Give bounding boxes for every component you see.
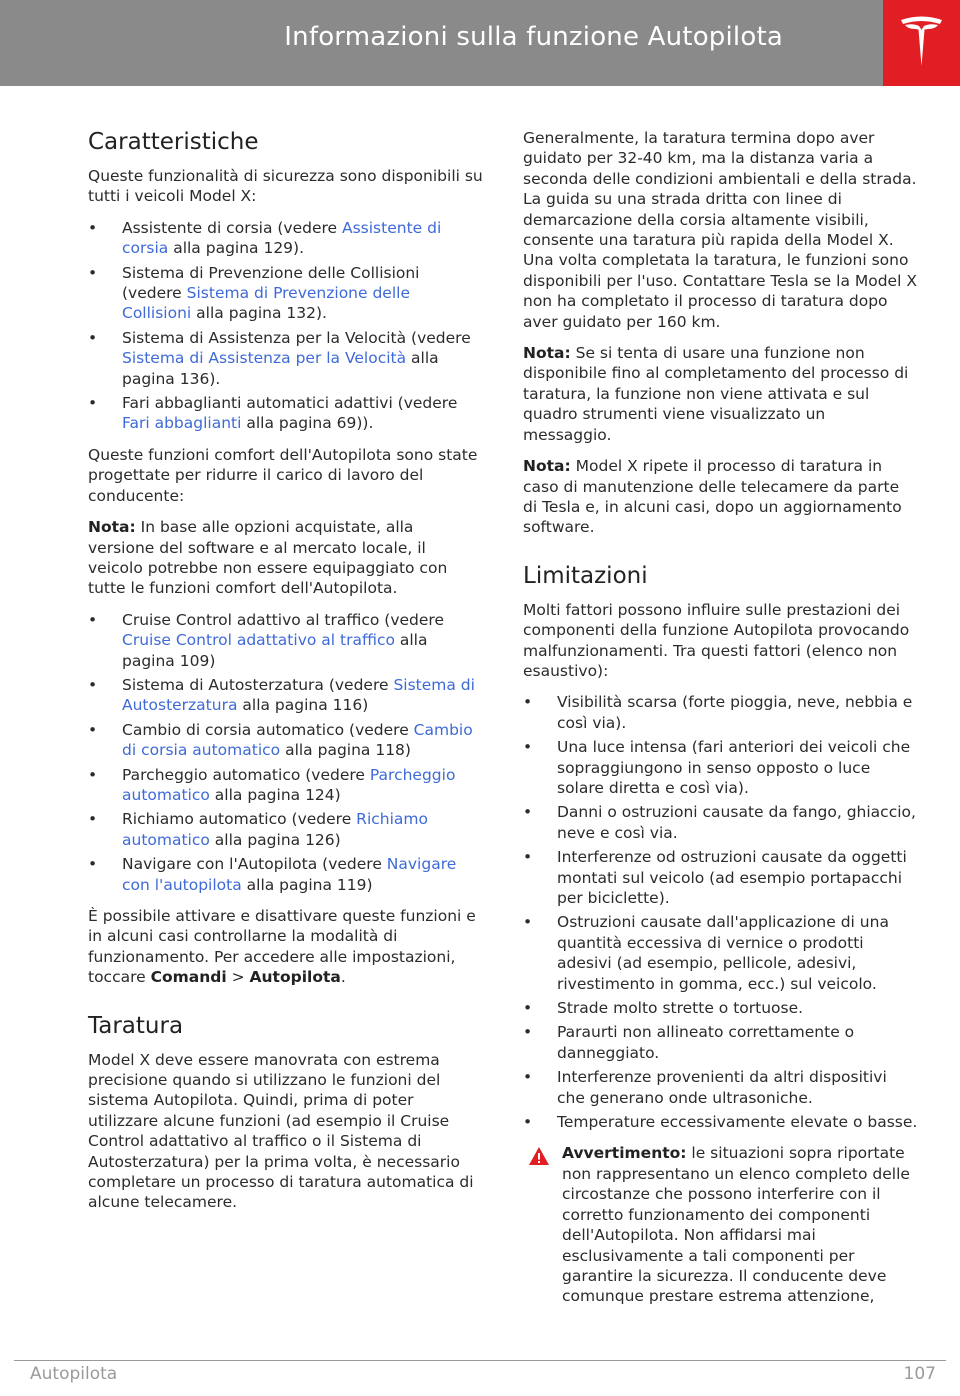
note: Nota: In base alle opzioni acquistate, alla versione del software e al mercato locale, il veicolo potrebbe non essere equipaggiato con tutte le funzioni comfort dell'Autopilota. — [88, 518, 448, 598]
list-item: • Temperature eccessivamente elevate o basse. — [523, 1112, 918, 1132]
list-item: • Ostruzioni causate dall'applicazione di una quantità eccessiva di vernice o prodotti adesivi (ad esempio, pellicole, adesivi, rivestimento in gomma, ecc.) sul veicolo. — [523, 912, 918, 994]
right-column — [523, 128, 918, 1307]
left-column — [88, 128, 483, 1224]
list-item: • Fari abbaglianti automatici adattivi (vedere Fari abbaglianti alla pagina 69)). — [88, 393, 483, 434]
safety-features-list — [88, 218, 483, 434]
warning-label: Avvertimento: — [562, 1144, 687, 1163]
paragraph: Queste funzionalità di sicurezza sono disponibili su tutti i veicoli Model X: — [88, 167, 483, 206]
list-item: • Cambio di corsia automatico (vedere Cambio di corsia automatico alla pagina 118) — [88, 720, 483, 761]
menu-controls: Comandi — [150, 968, 227, 987]
warning-icon — [528, 1146, 550, 1166]
page-header — [0, 0, 883, 86]
heading-limitations: Limitazioni — [523, 562, 648, 589]
heading-calibration: Taratura — [88, 1012, 184, 1039]
limitations-list — [523, 692, 918, 1132]
list-item: • Interferenze provenienti da altri dispositivi che generano onde ultrasoniche. — [523, 1067, 918, 1108]
link-navigate-on-autopilot[interactable]: Navigare con l'autopilota — [122, 855, 457, 894]
link-cruise-control[interactable]: Cruise Control adattativo al traffico — [122, 631, 395, 650]
list-item: • Paraurti non allineato correttamente o danneggiato. — [523, 1022, 918, 1063]
link-speed-assist[interactable]: Sistema di Assistenza per la Velocità — [122, 349, 407, 368]
note-label: Nota: — [523, 457, 571, 476]
list-item: • Sistema di Prevenzione delle Collisioni (vedere Sistema di Prevenzione delle Collisioni alla pagina 132). — [88, 263, 483, 324]
link-summon[interactable]: Richiamo automatico — [122, 810, 428, 849]
list-item: • Navigare con l'Autopilota (vedere Navigare con l'autopilota alla pagina 119) — [88, 854, 483, 895]
link-collision-avoidance[interactable]: Sistema di Prevenzione delle Collisioni — [122, 284, 410, 323]
warning-block: Avvertimento: le situazioni sopra riportate non rappresentano un elenco completo delle circostanze che possono interferire con il corretto funzionamento dei componenti dell'Autopilota. Non affidarsi mai esclusivamente a tali componenti per garantire la sicurezza. Il conducente deve comunque prestare estrema attenzione, — [523, 1143, 918, 1306]
list-item: • Sistema di Assistenza per la Velocità (vedere Sistema di Assistenza per la Velocità alla pagina 136). — [88, 328, 483, 389]
page-number: 107 — [903, 1364, 936, 1384]
list-item: • Parcheggio automatico (vedere Parcheggio automatico alla pagina 124) — [88, 765, 483, 806]
note-label: Nota: — [88, 518, 136, 537]
list-item: • Cruise Control adattivo al traffico (vedere Cruise Control adattativo al traffico alla pagina 109) — [88, 610, 483, 671]
list-item: • Interferenze od ostruzioni causate da oggetti montati sul veicolo (ad esempio portapacchi per biciclette). — [523, 847, 918, 908]
list-item: • Danni o ostruzioni causate da fango, ghiaccio, neve e così via. — [523, 802, 918, 843]
footer-section: Autopilota — [30, 1364, 118, 1384]
note: Nota: Model X ripete il processo di taratura in caso di manutenzione delle telecamere da parte di Tesla e, in alcuni casi, dopo un aggiornamento software. — [523, 457, 902, 537]
link-high-beams[interactable]: Fari abbaglianti — [122, 414, 242, 433]
list-item: • Visibilità scarsa (forte pioggia, neve, nebbia e così via). — [523, 692, 918, 733]
tesla-logo-icon — [899, 14, 944, 70]
list-item: • Assistente di corsia (vedere Assistente di corsia alla pagina 129). — [88, 218, 483, 259]
page-title: Informazioni sulla funzione Autopilota — [284, 22, 783, 52]
paragraph: Model X deve essere manovrata con estrema precisione quando si utilizzano le funzioni del sistema Autopilota. Quindi, prima di poter utilizzare alcune funzioni (ad esempio il Cruise Control adattativo al traffico o il Sistema di Autosterzatura) per la prima volta, è necessario completare un processo di taratura automatica di alcune telecamere. — [88, 1050, 474, 1212]
link-lane-assist[interactable]: Assistente di corsia — [122, 218, 442, 258]
paragraph: Queste funzioni comfort dell'Autopilota sono state progettate per ridurre il carico di lavoro del conducente: — [88, 445, 478, 505]
paragraph: È possibile attivare e disattivare queste funzioni e in alcuni casi controllarne la modalità di funzionamento. Per accedere alle impostazioni, toccare Comandi > Autopilota. — [88, 907, 476, 987]
link-autosteer[interactable]: Sistema di Autosterzatura — [122, 675, 475, 715]
list-item: • Una luce intensa (fari anteriori dei veicoli che sopraggiungono in senso opposto o luce solare diretta e così via). — [523, 737, 918, 798]
paragraph: Generalmente, la taratura termina dopo aver guidato per 32-40 km, ma la distanza varia a seconda delle condizioni ambientali e della strada. La guida su una strada dritta con linee di demarcazione della corsia altamente visibili, consente una taratura più rapida della Model X. Una volta completata la taratura, le funzioni sono disponibili per l'uso. Contattare Tesla se la Model X non ha completato il processo di taratura dopo aver guidato per 160 km. — [523, 129, 917, 331]
heading-features: Caratteristiche — [88, 129, 259, 155]
note-label: Nota: — [523, 344, 571, 363]
list-item: • Richiamo automatico (vedere Richiamo automatico alla pagina 126) — [88, 809, 483, 850]
tesla-logo — [883, 0, 960, 86]
menu-autopilot: Autopilota — [249, 968, 341, 987]
list-item: • Sistema di Autosterzatura (vedere Sistema di Autosterzatura alla pagina 116) — [88, 675, 483, 716]
comfort-features-list — [88, 610, 483, 895]
paragraph: Molti fattori possono influire sulle prestazioni dei componenti della funzione Autopilota provocando malfunzionamenti. Tra questi fattori (elenco non esaustivo): — [523, 600, 910, 680]
list-item: • Strade molto strette o tortuose. — [523, 998, 918, 1018]
footer-divider — [14, 1360, 946, 1361]
link-auto-lane-change[interactable]: Cambio di corsia automatico — [122, 720, 473, 760]
link-autopark[interactable]: Parcheggio automatico — [122, 765, 456, 804]
note: Nota: Se si tenta di usare una funzione non disponibile fino al completamento del processo di taratura, la funzione non viene attivata e sul quadro strumenti viene visualizzato un messaggio. — [523, 344, 909, 444]
